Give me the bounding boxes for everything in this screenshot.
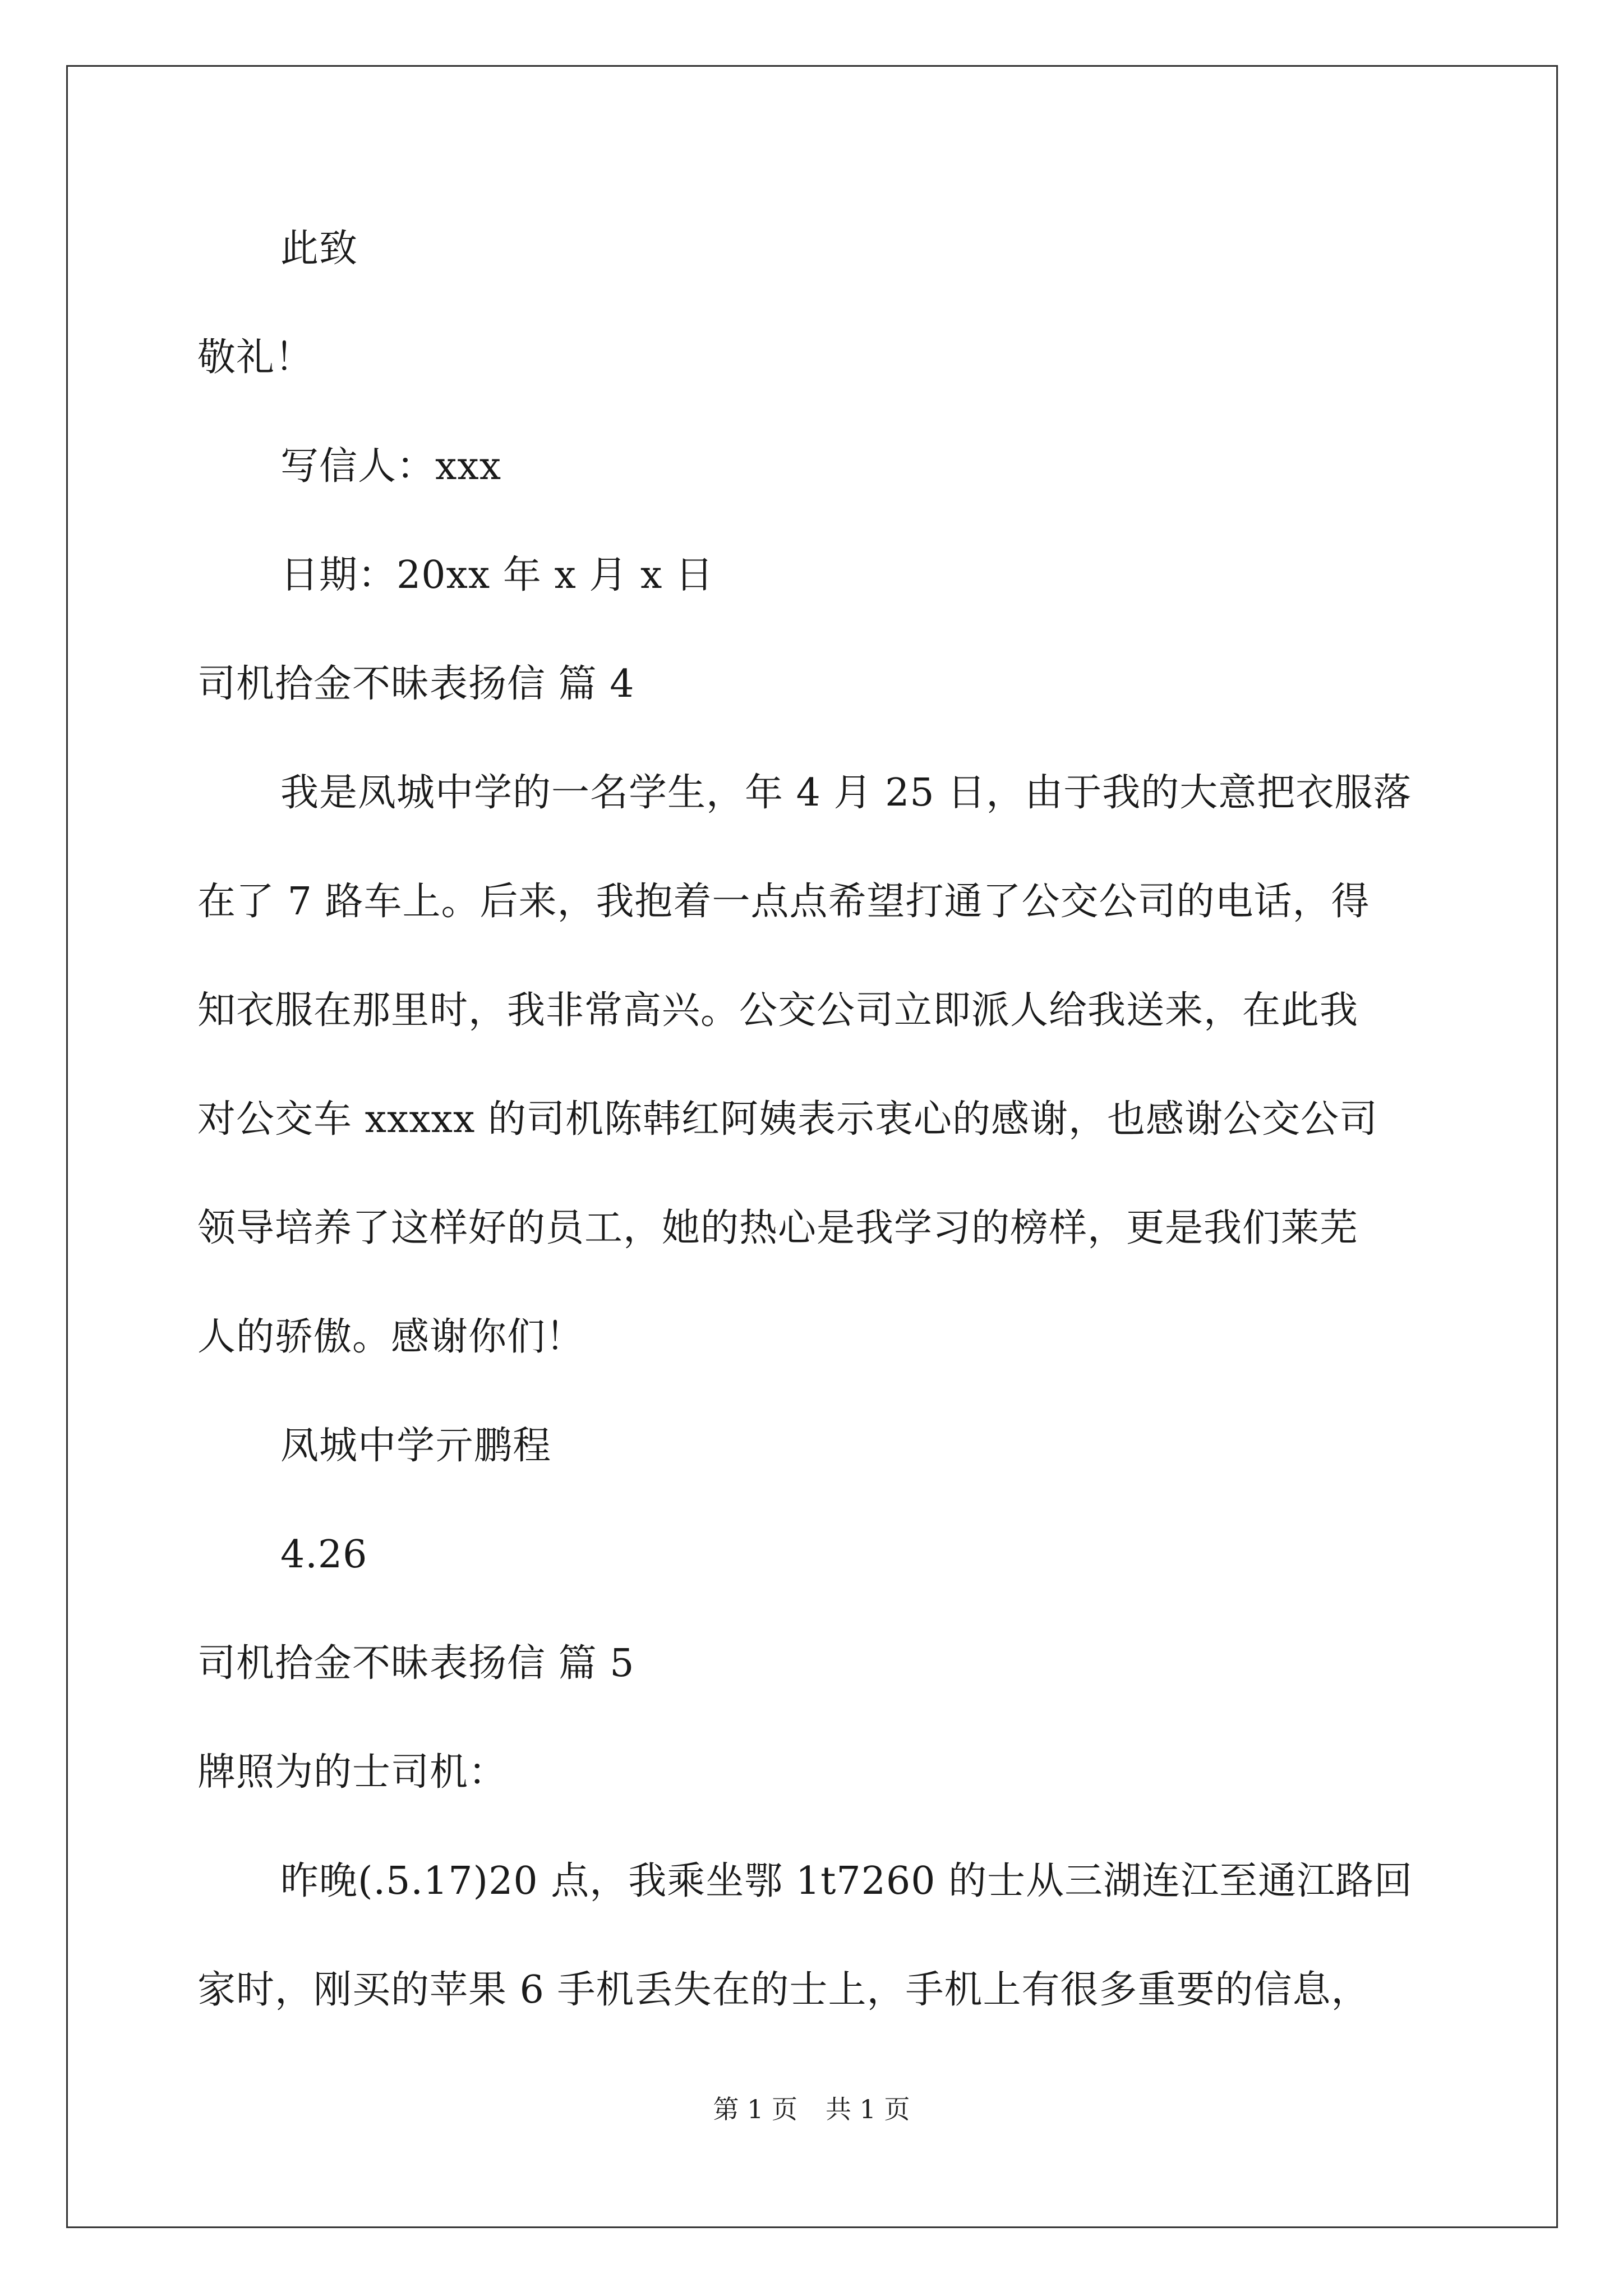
signature-date: 4.26 [280,1533,368,1577]
page-total: 共 1 页 [826,2094,910,2124]
section-heading-4: 司机拾金不昧表扬信 篇 4 [197,662,635,706]
closing-salutation: 此致 [280,227,358,271]
page-footer [0,2092,1623,2126]
closing-respect: 敬礼！ [197,335,314,380]
body-line: 领导培养了这样好的员工，她的热心是我学习的榜样，更是我们莱芜 [197,1206,1359,1250]
letter-salutation: 牌照为的士司机： [197,1750,508,1795]
signature-sender: 凤城中学亓鹏程 [280,1424,552,1468]
page-number: 第 1 页 [713,2094,797,2124]
body-line: 在了 7 路车上。后来，我抱着一点点希望打通了公交公司的电话，得 [197,880,1370,924]
body-line: 人的骄傲。感谢你们！ [197,1315,585,1359]
body-line: 家时，刚买的苹果 6 手机丢失在的士上，手机上有很多重要的信息， [197,1968,1370,2012]
body-line: 昨晚(.5.17)20 点，我乘坐鄂 1t7260 的士从三湖连江至通江路回 [280,1859,1413,1903]
body-line: 对公交车 xxxxx 的司机陈韩红阿姨表示衷心的感谢，也感谢公交公司 [197,1097,1378,1142]
body-line: 知衣服在那里时，我非常高兴。公交公司立即派人给我送来，在此我 [197,988,1359,1033]
signature-writer: 写信人：xxx [280,444,502,489]
body-line: 我是凤城中学的一名学生，年 4 月 25 日，由于我的大意把衣服落 [280,771,1412,815]
signature-date: 日期：20xx 年 x 月 x 日 [280,553,714,597]
section-heading-5: 司机拾金不昧表扬信 篇 5 [197,1641,635,1686]
